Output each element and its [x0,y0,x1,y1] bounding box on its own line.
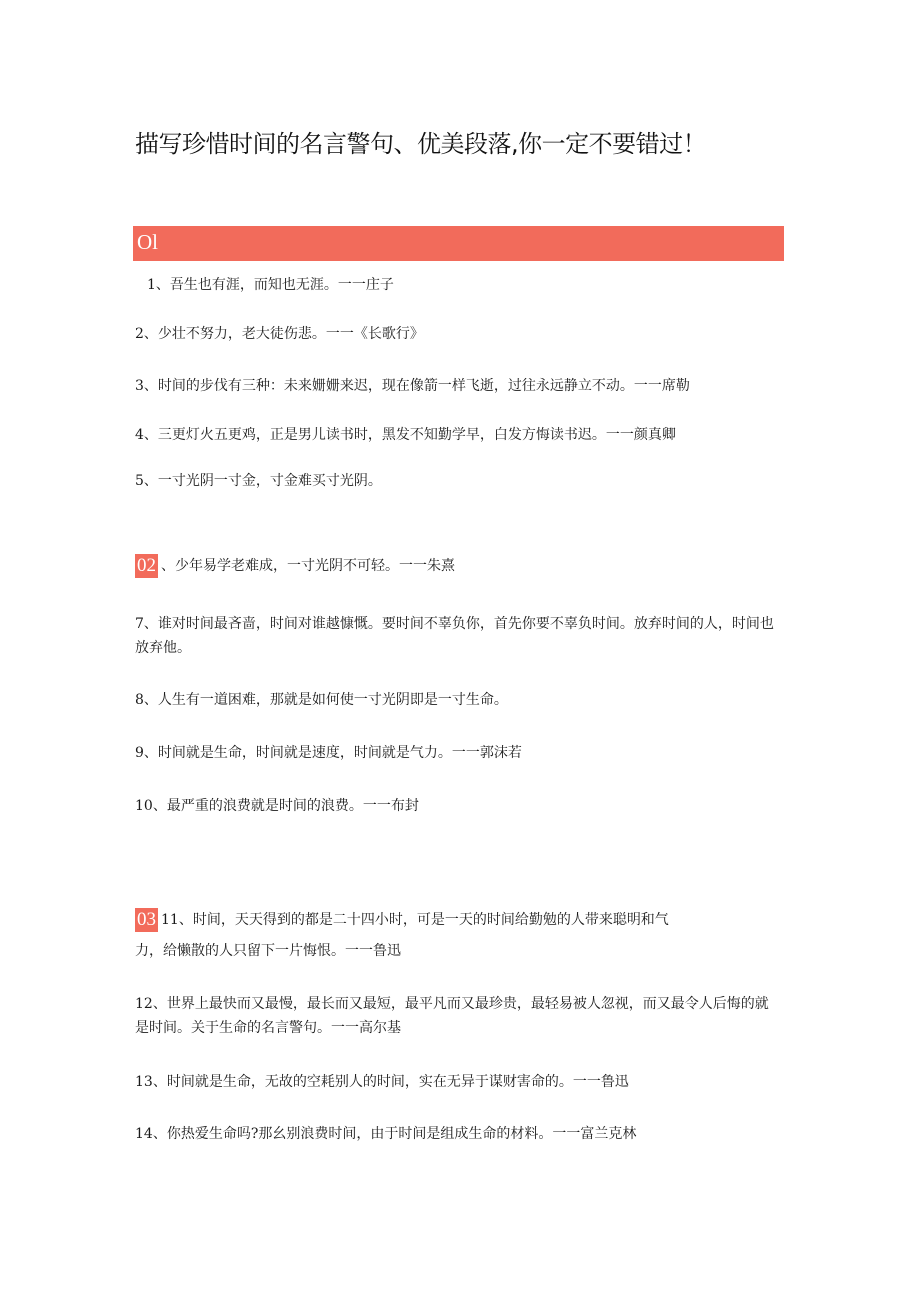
quote-8: 8、人生有一道困难，那就是如何使一寸光阴即是一寸生命。 [135,692,508,708]
quote-11-line2: 力，给懒散的人只留下一片悔恨。一一鲁迅 [135,943,401,959]
section-banner-01 [133,226,784,261]
page-title: 描写珍惜时间的名言警句、优美段落,你一定不要错过！ [135,130,707,158]
quote-7: 7、谁对时间最吝啬，时间对谁越慷慨。要时间不辜负你，首先你要不辜负时间。放弃时间的人，时间也放弃他。 [135,616,774,656]
section-badge-03: 03 [137,909,156,930]
quote-13: 13、时间就是生命，无故的空耗别人的时间，实在无异于谋财害命的。一一鲁迅 [135,1074,629,1090]
quote-11-line1: 11、时间，天天得到的都是二十四小时，可是一天的时间给勤勉的人带来聪明和气 [161,912,669,928]
quote-4: 4、三更灯火五更鸡，正是男儿读书时，黑发不知勤学早，白发方悔读书迟。一一颜真卿 [135,427,676,443]
quote-10: 10、最严重的浪费就是时间的浪费。一一布封 [135,798,419,814]
quote-9: 9、时间就是生命，时间就是速度，时间就是气力。一一郭沫若 [135,745,522,761]
quote-12: 12、世界上最快而又最慢，最长而又最短，最平凡而又最珍贵，最轻易被人忽视，而又最令人后悔的就是时间。关于生命的名言警句。一一高尔基 [135,996,769,1036]
quote-2: 2、少壮不努力，老大徒伤悲。一一《长歌行》 [135,326,424,342]
section-badge-02: 02 [137,555,156,576]
quote-5: 5、一寸光阴一寸金，寸金难买寸光阴。 [135,473,382,489]
quote-1: 1、吾生也有涯，而知也无涯。一一庄子 [147,277,394,293]
quote-3: 3、时间的步伐有三种：未来姗姗来迟，现在像箭一样飞逝，过往永远静立不动。一一席勒 [135,378,690,394]
section-number-01: Ol [137,230,158,254]
quote-6: 、少年易学老难成，一寸光阴不可轻。一一朱熹 [161,558,455,574]
quote-14: 14、你热爱生命吗?那幺别浪费时间，由于时间是组成生命的材料。一一富兰克林 [135,1126,637,1142]
